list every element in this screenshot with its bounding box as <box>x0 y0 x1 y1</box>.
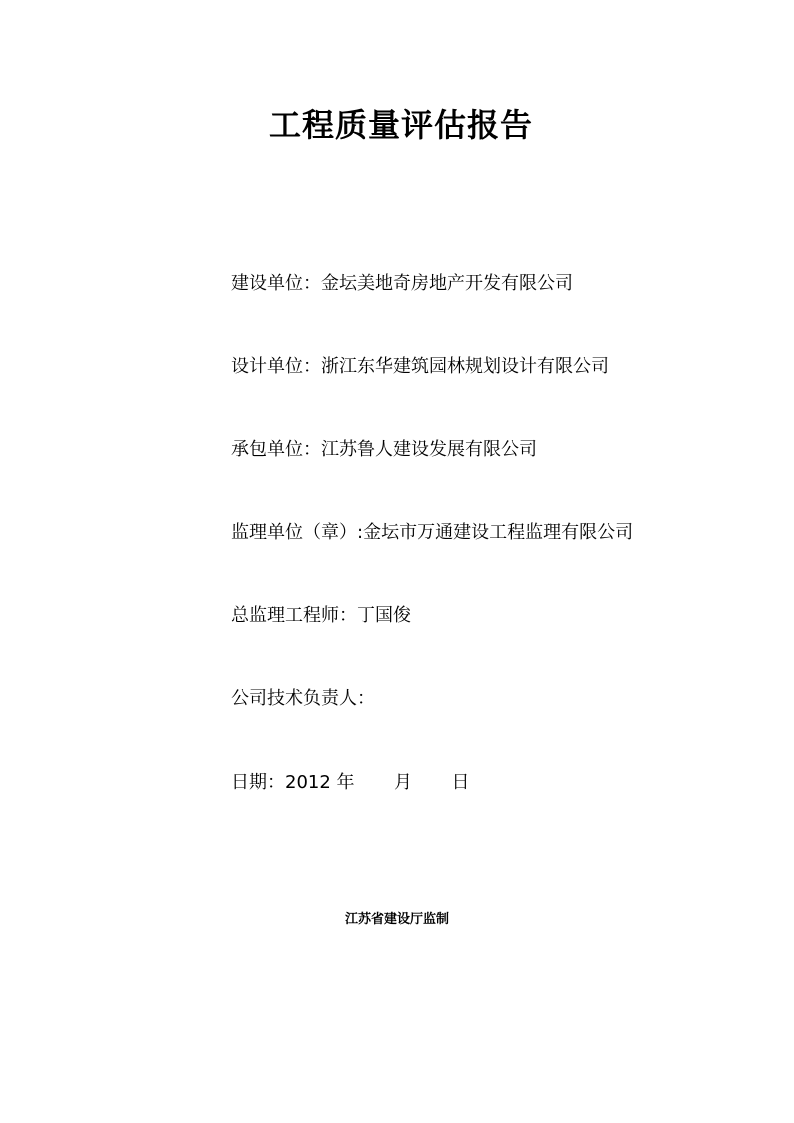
issuer-footer: 江苏省建设厅监制 <box>344 912 449 927</box>
field-label: 监理单位（章）: <box>231 522 364 543</box>
date-year: 2012 <box>285 772 331 793</box>
field-construction-unit <box>231 272 573 296</box>
field-label: 承包单位： <box>231 439 321 460</box>
date-month-unit: 月 <box>394 772 413 793</box>
field-value: 金坛美地奇房地产开发有限公司 <box>321 273 573 294</box>
date-day-unit: 日 <box>451 772 470 793</box>
date-field <box>231 771 469 795</box>
field-label: 设计单位： <box>231 356 321 377</box>
field-supervision-unit <box>231 521 633 545</box>
field-label: 总监理工程师： <box>231 605 357 626</box>
field-label: 建设单位： <box>231 273 321 294</box>
report-title: 工程质量评估报告 <box>269 106 534 144</box>
field-value: 江苏鲁人建设发展有限公司 <box>321 439 537 460</box>
field-label: 公司技术负责人： <box>231 688 375 709</box>
field-value: 金坛市万通建设工程监理有限公司 <box>363 522 634 543</box>
field-value: 浙江东华建筑园林规划设计有限公司 <box>321 356 609 377</box>
field-contractor-unit <box>231 438 537 462</box>
field-design-unit <box>231 355 609 379</box>
field-value: 丁国俊 <box>357 605 411 626</box>
date-label: 日期： <box>231 772 285 793</box>
field-technical-lead <box>231 687 375 711</box>
date-year-unit: 年 <box>336 772 355 793</box>
field-chief-supervisor <box>231 604 411 628</box>
